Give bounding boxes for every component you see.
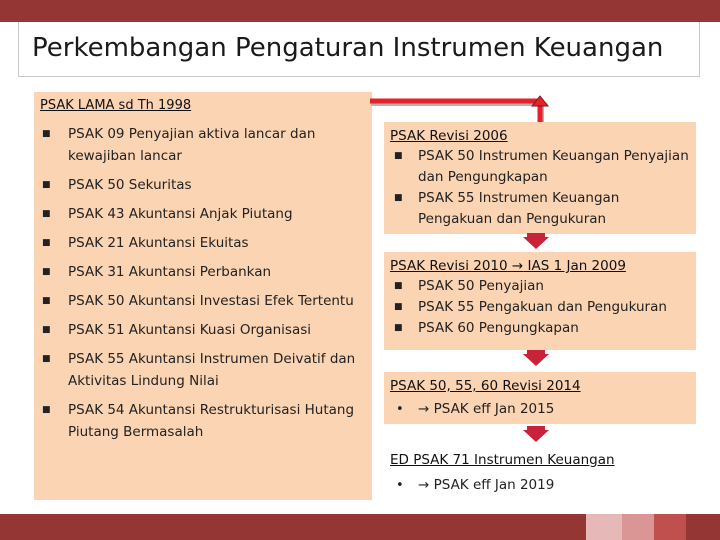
square-bullet-icon: ■ xyxy=(42,180,51,190)
psak-revisi-2010-heading: PSAK Revisi 2010 → IAS 1 Jan 2009 xyxy=(390,258,626,274)
square-bullet-icon: ■ xyxy=(394,281,403,291)
psak-revisi-2014-box xyxy=(384,372,696,424)
list-item: ■ PSAK 51 Akuntansi Kuasi Organisasi xyxy=(40,319,366,341)
list-item: ■ PSAK 50 Sekuritas xyxy=(40,174,366,196)
square-bullet-icon: ■ xyxy=(394,302,403,312)
bottom-bar-segment xyxy=(0,514,586,540)
top-bar xyxy=(0,0,720,22)
square-bullet-icon: ■ xyxy=(42,296,51,306)
ed-psak-71-heading: ED PSAK 71 Instrumen Keuangan xyxy=(390,452,615,468)
list-item: • → PSAK eff Jan 2015 xyxy=(396,401,555,417)
square-bullet-icon: ■ xyxy=(42,238,51,248)
old-psak-list xyxy=(40,123,366,443)
list-item: ■ PSAK 50 Instrumen Keuangan Penyajian dan Pengungkapan xyxy=(394,148,689,185)
square-bullet-icon: ■ xyxy=(42,267,51,277)
psak-revisi-2006-box xyxy=(384,122,696,234)
psak-revisi-2014-heading: PSAK 50, 55, 60 Revisi 2014 xyxy=(390,378,581,394)
square-bullet-icon: ■ xyxy=(394,193,403,203)
square-bullet-icon: ■ xyxy=(42,209,51,219)
psak-revisi-2010-box xyxy=(384,252,696,350)
list-item: ■ PSAK 43 Akuntansi Anjak Piutang xyxy=(40,203,366,225)
psak-revisi-2010-list xyxy=(390,276,690,339)
bottom-bar-segment xyxy=(622,514,654,540)
list-item: ■ PSAK 55 Pengakuan dan Pengukuran xyxy=(390,297,690,318)
old-psak-box xyxy=(34,92,372,500)
ed-psak-71-box xyxy=(384,446,696,498)
square-bullet-icon: ■ xyxy=(42,405,51,415)
bottom-bar-segment xyxy=(654,514,686,540)
list-item: ■ PSAK 54 Akuntansi Restrukturisasi Hutang Piutang Bermasalah xyxy=(40,399,366,443)
list-item: ■ PSAK 50 Penyajian xyxy=(390,276,690,297)
slide-title: Perkembangan Pengaturan Instrumen Keuangan xyxy=(32,33,664,63)
square-bullet-icon: ■ xyxy=(42,325,51,335)
list-item: ■ PSAK 50 Akuntansi Investasi Efek Tertentu xyxy=(40,290,366,312)
down-arrow-icon xyxy=(523,233,549,249)
psak-revisi-2006-heading: PSAK Revisi 2006 xyxy=(390,128,508,144)
square-bullet-icon: ■ xyxy=(42,129,51,139)
list-item: ■ PSAK 60 Pengungkapan xyxy=(390,318,690,339)
square-bullet-icon: ■ xyxy=(42,354,51,364)
arrow-right-icon: → xyxy=(511,258,524,274)
psak-revisi-2006-list xyxy=(390,146,690,230)
list-item: ■ PSAK 55 Akuntansi Instrumen Deivatif dan Aktivitas Lindung Nilai xyxy=(40,348,366,392)
square-bullet-icon: ■ xyxy=(394,323,403,333)
psak-revisi-2014-list xyxy=(390,399,690,420)
ed-psak-71-list xyxy=(390,475,690,496)
bottom-bar-segment xyxy=(586,514,622,540)
list-item: ■ PSAK 31 Akuntansi Perbankan xyxy=(40,261,366,283)
old-psak-heading: PSAK LAMA sd Th 1998 xyxy=(40,98,192,113)
down-arrow-icon xyxy=(523,350,549,366)
square-bullet-icon: ■ xyxy=(394,151,403,161)
list-item: ■ PSAK 21 Akuntansi Ekuitas xyxy=(40,232,366,254)
bottom-bar-segment xyxy=(686,514,720,540)
list-item: ■ PSAK 09 Penyajian aktiva lancar dan kewajiban lancar xyxy=(40,123,366,167)
down-arrow-icon xyxy=(523,426,549,442)
bottom-bar xyxy=(0,514,720,540)
list-item: ■ PSAK 55 Instrumen Keuangan Pengakuan dan Pengukuran xyxy=(394,190,620,227)
list-item: • → PSAK eff Jan 2019 xyxy=(396,477,555,493)
